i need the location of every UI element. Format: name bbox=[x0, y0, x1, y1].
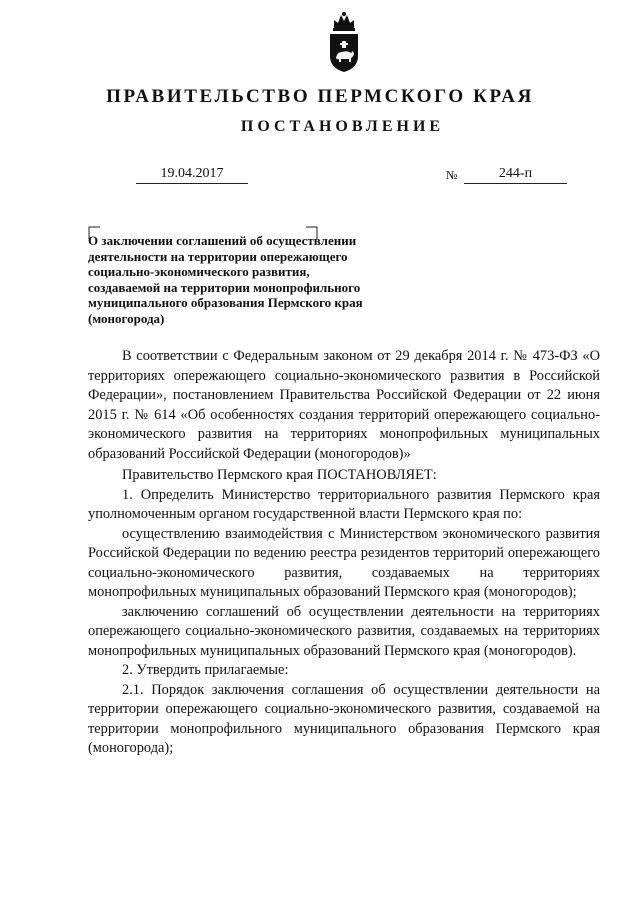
subject-line: (моногорода) bbox=[88, 310, 165, 326]
paragraph-2-1: 2.1. Порядок заключения соглашения об осуществлении деятельности на территории опережающего социально-экономического развития, создаваемой на территории монопрофильного муниципального образования Пермского края (моногорода); bbox=[88, 681, 600, 756]
decree-line: Правительство Пермского края ПОСТАНОВЛЯЕТ: bbox=[122, 467, 437, 483]
subject-line: создаваемой на территории монопрофильного bbox=[88, 279, 361, 295]
paragraph-2: 2. Утвердить прилагаемые: bbox=[122, 662, 289, 678]
paragraph-1: 1. Определить Министерство территориального развития Пермского края уполномоченным органом государственной власти Пермского края по: bbox=[88, 486, 600, 522]
perm-krai-coat-of-arms-icon bbox=[327, 10, 361, 74]
document-number: 244-п bbox=[464, 165, 567, 184]
subject-line: муниципального образования Пермского края bbox=[88, 295, 363, 310]
preamble-paragraph: В соответствии с Федеральным законом от 29 декабря 2014 г. № 473-ФЗ «О территориях опережающего социально-экономического развития в Российской Федерации», постановлением Правительства Российской Федерации от 22 июня 2015 г. № 614 «Об особенностях создания территорий опережающего социально-экономического развития на территориях монопрофильных муниципальных образований Российской Федерации (моногородов)» bbox=[88, 348, 600, 462]
document-date: 19.04.2017 bbox=[136, 165, 248, 184]
document-body bbox=[88, 347, 600, 759]
document-meta bbox=[0, 165, 640, 187]
paragraph-1-item-a: осуществлению взаимодействия с Министерством экономического развития Российской Федерации по ведению реестра резидентов территорий опережающего социально-экономического развития, создаваемых на территориях монопрофильных муниципальных образований Пермского края (моногородов); bbox=[88, 525, 600, 600]
document-type: ПОСТАНОВЛЕНИЕ bbox=[240, 118, 445, 135]
subject-line: социально-экономического развития, bbox=[88, 264, 310, 279]
subject-line: деятельности на территории опережающего bbox=[88, 248, 348, 264]
government-title: ПРАВИТЕЛЬСТВО ПЕРМСКОГО КРАЯ bbox=[106, 86, 534, 107]
subject-line: О заключении соглашений об осуществлении bbox=[88, 233, 357, 248]
document-subject bbox=[88, 233, 418, 326]
paragraph-1-item-b: заключению соглашений об осуществлении деятельности на территориях опережающего социально-экономического развития, создаваемых на территориях монопрофильных муниципальных образований Пермского края (моногородов). bbox=[88, 603, 600, 659]
number-sign: № bbox=[446, 168, 458, 182]
